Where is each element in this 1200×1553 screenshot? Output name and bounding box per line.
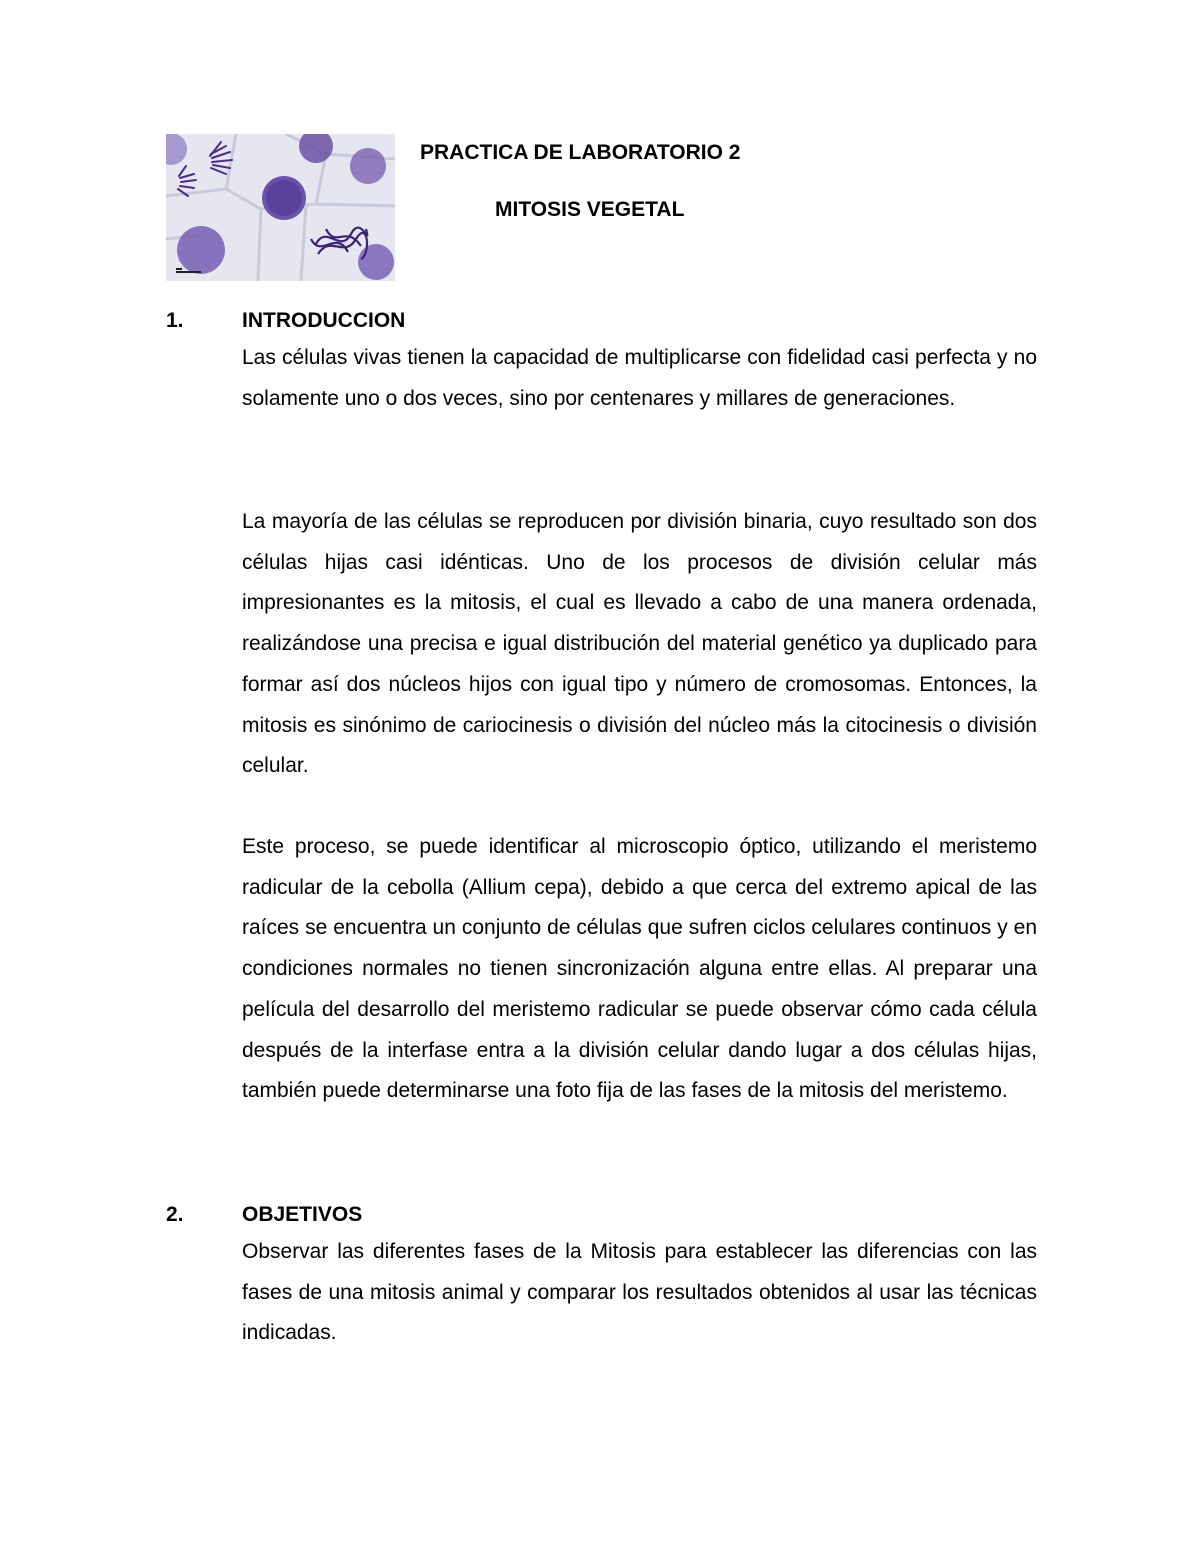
- document-title: PRACTICA DE LABORATORIO 2: [420, 141, 741, 164]
- objectives-paragraph: Observar las diferentes fases de la Mitosis para establecer las diferencias con las fases de una mitosis animal y comparar los resultados obtenidos al usar las técnicas indicadas.: [242, 1240, 1037, 1345]
- section-heading-introduccion: INTRODUCCION: [242, 309, 406, 332]
- section-number: 2.: [166, 1203, 184, 1226]
- intro-paragraph-3: Este proceso, se puede identificar al microscopio óptico, utilizando el meristemo radicular de la cebolla (Allium cepa), debido a que cerca del extremo apical de las raíces se encuentra un conjunto de células que sufren ciclos celulares continuos y en condiciones normales no tienen sincronización alguna entre ellas. Al preparar una película del desarrollo del meristemo radicular se puede observar cómo cada célula después de la interfase entra a la división celular dando lugar a dos células hijas, también puede determinarse una foto fija de las fases de la mitosis del meristemo.: [242, 835, 1037, 1103]
- mitosis-micrograph-image: [166, 134, 395, 281]
- intro-paragraph-2: La mayoría de las células se reproducen por división binaria, cuyo resultado son dos células hijas casi idénticas. Uno de los procesos de división celular más impresionantes es la mitosis, el cual es llevado a cabo de una manera ordenada, realizándose una precisa e igual distribución del material genético ya duplicado para formar así dos núcleos hijos con igual tipo y número de cromosomas. Entonces, la mitosis es sinónimo de cariocinesis o división del núcleo más la citocinesis o división celular.: [242, 510, 1037, 778]
- intro-paragraph-1: Las células vivas tienen la capacidad de multiplicarse con fidelidad casi perfecta y no solamente uno o dos veces, sino por centenares y millares de generaciones.: [242, 346, 1037, 410]
- section-heading-objetivos: OBJETIVOS: [242, 1203, 363, 1226]
- document-subtitle: MITOSIS VEGETAL: [495, 198, 685, 221]
- section-number: 1.: [166, 309, 184, 332]
